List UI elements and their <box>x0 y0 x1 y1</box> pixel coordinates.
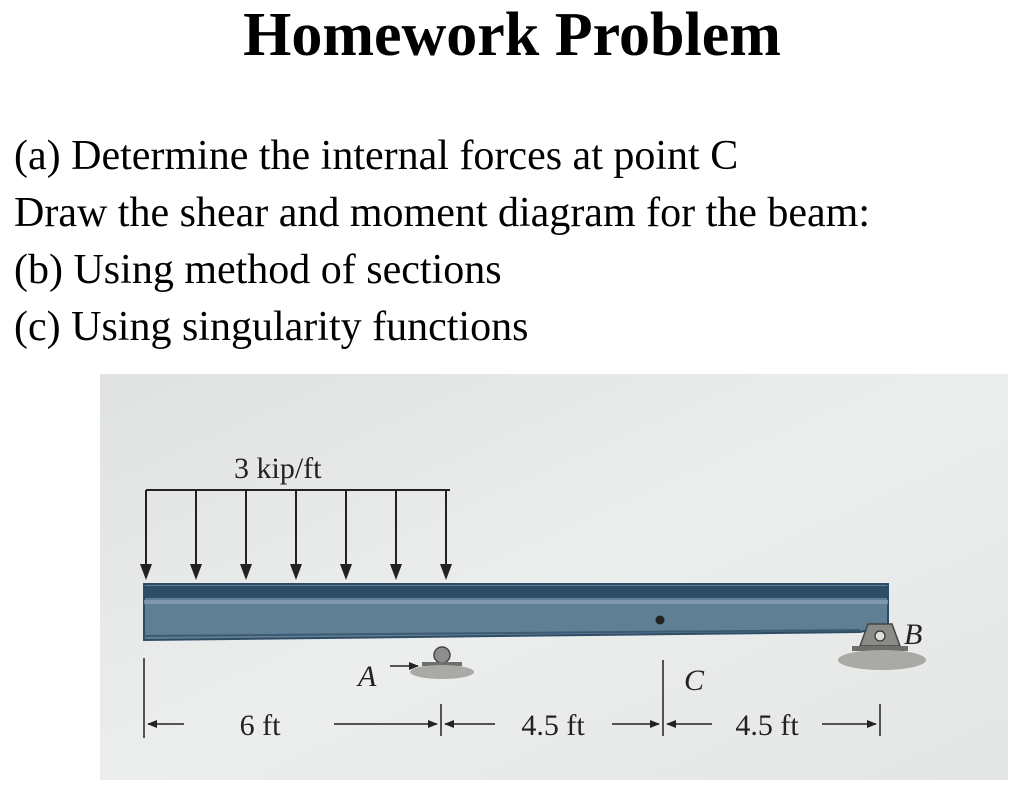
question-c: (c) Using singularity functions <box>14 304 529 350</box>
question-list <box>14 128 870 356</box>
page-title: Homework Problem <box>243 1 781 69</box>
question-a: (a) Determine the internal forces at point C <box>14 133 739 179</box>
point-c-marker <box>656 616 665 625</box>
point-a-label: A <box>358 660 377 693</box>
dimension-6ft: 6 ft <box>239 709 281 742</box>
point-c-label: C <box>684 664 705 697</box>
point-b-label: B <box>904 618 923 651</box>
dimension-4-5ft-cb: 4.5 ft <box>735 709 799 742</box>
beam-figure <box>100 374 1008 780</box>
load-label: 3 kip/ft <box>234 452 322 485</box>
beam-diagram <box>100 374 1008 780</box>
question-instruction: Draw the shear and moment diagram for the beam: <box>14 190 871 236</box>
question-b: (b) Using method of sections <box>14 247 502 293</box>
dimension-4-5ft-ac: 4.5 ft <box>521 709 585 742</box>
beam <box>144 584 888 640</box>
